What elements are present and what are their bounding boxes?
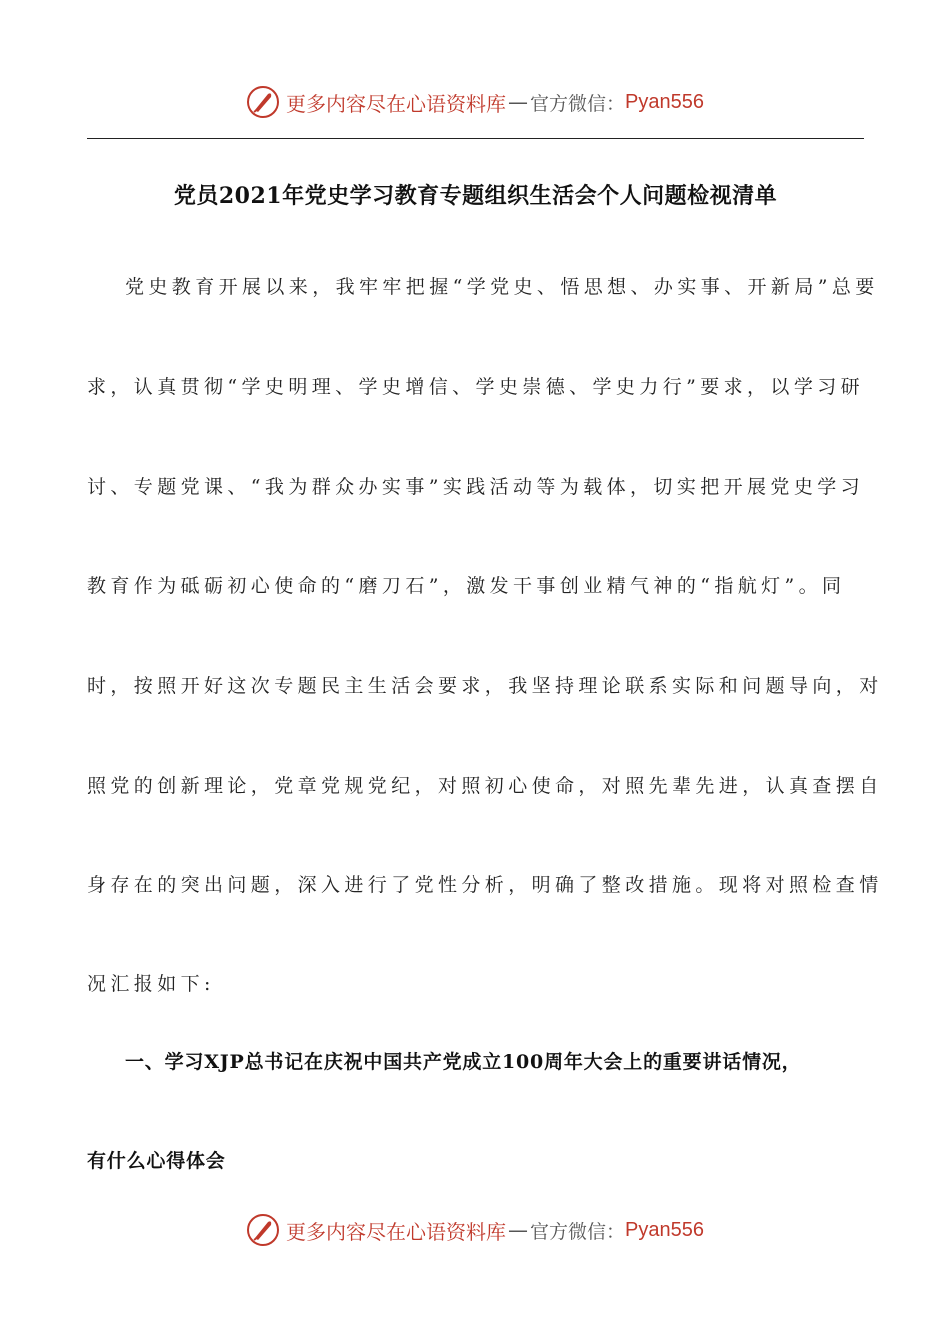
watermark-main-text: 更多内容尽在心语资料库 xyxy=(286,91,506,116)
watermark-wechat-id: Pyan556 xyxy=(625,1218,704,1241)
section-heading-line: 有什么心得体会 xyxy=(87,1150,226,1172)
watermark-separator: — xyxy=(508,90,528,114)
paragraph-line: 照党的创新理论，党章党规党纪，对照初心使命，对照先辈先进，认真查摆自 xyxy=(87,775,883,797)
watermark-sub-text: 官方微信： xyxy=(530,92,626,115)
footer-watermark xyxy=(0,1208,950,1252)
paragraph-line: 况汇报如下: xyxy=(87,973,215,995)
header-watermark xyxy=(0,80,950,124)
document-title: 党员2021年党史学习教育专题组织生活会个人问题检视清单 xyxy=(173,183,778,209)
paragraph-line: 时，按照开好这次专题民主生活会要求，我坚持理论联系实际和问题导向，对 xyxy=(87,675,883,697)
header-divider xyxy=(87,138,864,139)
watermark-separator: — xyxy=(508,1218,528,1242)
paragraph-line: 求，认真贯彻“学史明理、学史增信、学史崇德、学史力行”要求，以学习研 xyxy=(87,376,865,398)
watermark-wechat-id: Pyan556 xyxy=(625,90,704,113)
paragraph-line: 教育作为砥砺初心使命的“磨刀石”，激发干事创业精气神的“指航灯”。同 xyxy=(87,575,846,597)
paragraph-line: 讨、专题党课、“我为群众办实事”实践活动等为载体，切实把开展党史学习 xyxy=(87,476,865,498)
watermark-main-text: 更多内容尽在心语资料库 xyxy=(286,1219,506,1244)
paragraph-line: 党史教育开展以来，我牢牢把握“学党史、悟思想、办实事、开新局”总要 xyxy=(125,276,879,298)
quill-pen-logo-icon xyxy=(246,85,280,119)
quill-pen-logo-icon xyxy=(246,1213,280,1247)
section-heading-line: 一、学习XJP总书记在庆祝中国共产党成立100周年大会上的重要讲话情况， xyxy=(125,1051,802,1073)
watermark-sub-text: 官方微信： xyxy=(530,1220,626,1243)
paragraph-line: 身存在的突出问题，深入进行了党性分析，明确了整改措施。现将对照检查情 xyxy=(87,874,883,896)
